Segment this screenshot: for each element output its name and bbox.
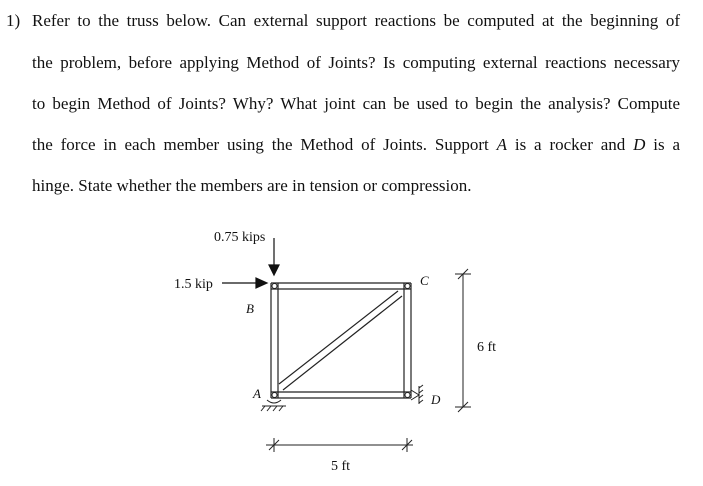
horizontal-load-arrow [222, 278, 267, 288]
problem-line-4-part-1: the force in each member using the Method of Joints. Support [32, 135, 497, 154]
rocker-support-a [261, 400, 286, 411]
vertical-load-label: 0.75 kips [214, 230, 266, 245]
joint-pins [272, 284, 410, 398]
joint-label-b: B [246, 301, 254, 316]
problem-line-4-part-3: is a [645, 135, 681, 154]
joint-label-a: A [253, 386, 261, 401]
problem-line-3: to begin Method of Joints? Why? What joint can be used to begin the analysis? Compute [32, 94, 680, 113]
joint-b-pin [272, 284, 277, 289]
width-dimension [266, 438, 413, 452]
problem-line-4-support-a: A [496, 135, 507, 154]
problem-line-4-part-2: is a rocker and [506, 135, 634, 154]
height-dimension-label: 6 ft [477, 340, 497, 355]
member-ab [271, 283, 278, 398]
problem-line-2: the problem, before applying Method of Joints? Is computing external reactions necessary [32, 53, 680, 72]
joint-label-d: D [431, 392, 441, 407]
vertical-load-arrow [269, 238, 279, 275]
problem-line-4-support-d: D [633, 135, 646, 154]
hinge-support-d [411, 385, 423, 404]
problem-number: 1) [6, 11, 21, 30]
joint-d-pin [405, 393, 410, 398]
width-dimension-label: 5 ft [331, 459, 351, 474]
height-dimension [455, 269, 471, 412]
problem-line-5: hinge. State whether the members are in tension or compression. [32, 176, 472, 195]
joint-a-pin [272, 393, 277, 398]
problem-line-1: Refer to the truss below. Can external support reactions be computed at the beginning of [32, 11, 680, 30]
joint-c-pin [405, 284, 410, 289]
horizontal-load-label: 1.5 kip [174, 277, 213, 292]
member-ac [279, 291, 402, 390]
member-cd [404, 283, 411, 398]
truss-members [271, 283, 411, 398]
member-bc [271, 283, 411, 289]
joint-label-c: C [420, 273, 429, 288]
member-ad [271, 392, 411, 398]
